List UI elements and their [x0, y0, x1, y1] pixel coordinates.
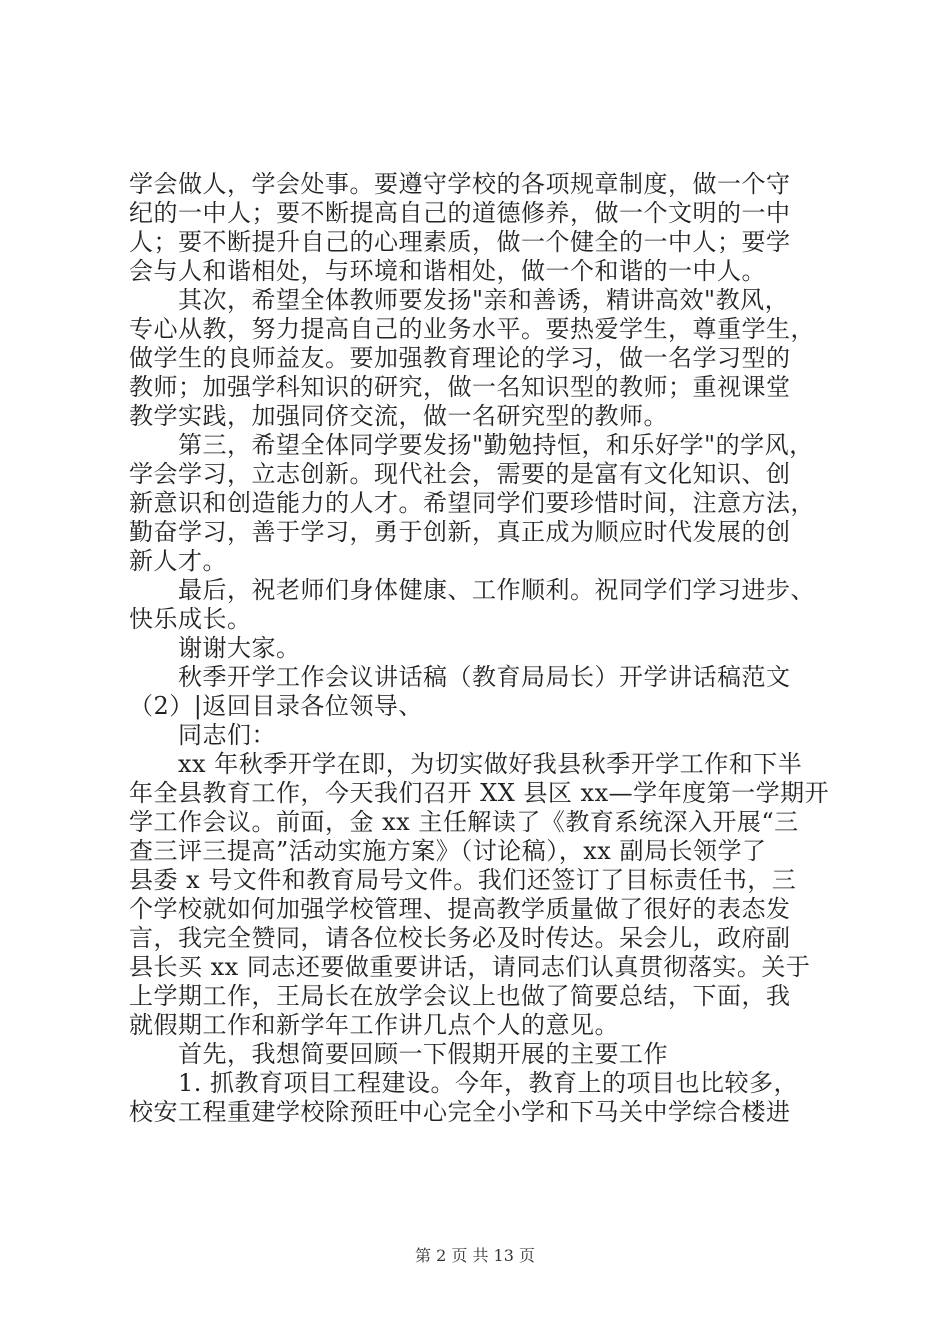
- text-line: 快乐成长。: [129, 605, 252, 633]
- text-line: 学会做人，学会处事。要遵守学校的各项规章制度，做一个守: [129, 170, 791, 198]
- text-line: 首先，我想简要回顾一下假期开展的主要工作: [129, 1040, 668, 1068]
- text-line: 学会学习，立志创新。现代社会，需要的是富有文化知识、创: [129, 460, 791, 488]
- section-heading-line: 秋季开学工作会议讲话稿（教育局局长）开学讲话稿范文: [129, 663, 791, 691]
- text-line: 教学实践，加强同侪交流，做一名研究型的教师。: [129, 402, 668, 430]
- text-line: 新意识和创造能力的人才。希望同学们要珍惜时间，注意方法，: [129, 489, 815, 517]
- document-body: [129, 170, 829, 1127]
- text-line: 同志们：: [129, 721, 276, 749]
- text-line: xx 年秋季开学在即，为切实做好我县秋季开学工作和下半: [129, 750, 803, 778]
- text-line: 勤奋学习，善于学习，勇于创新，真正成为顺应时代发展的创: [129, 518, 791, 546]
- section-heading-line: （2）|返回目录各位领导、: [129, 692, 423, 720]
- text-line: 最后，祝老师们身体健康、工作顺利。祝同学们学习进步、: [129, 576, 815, 604]
- text-line: 个学校就如何加强学校管理、提高教学质量做了很好的表态发: [129, 895, 791, 923]
- text-line: 教师；加强学科知识的研究，做一名知识型的教师；重视课堂: [129, 373, 791, 401]
- text-line: 专心从教，努力提高自己的业务水平。要热爱学生，尊重学生，: [129, 315, 815, 343]
- text-line: 校安工程重建学校除预旺中心完全小学和下马关中学综合楼进: [129, 1098, 791, 1126]
- text-line: 会与人和谐相处，与环境和谐相处，做一个和谐的一中人。: [129, 257, 766, 285]
- text-line: 县委 x 号文件和教育局号文件。我们还签订了目标责任书，三: [129, 866, 797, 894]
- text-line: 纪的一中人；要不断提高自己的道德修养，做一个文明的一中: [129, 199, 791, 227]
- text-line: 学工作会议。前面，金 xx 主任解读了《教育系统深入开展“三: [129, 808, 799, 836]
- text-line: 谢谢大家。: [129, 634, 301, 662]
- page-number-footer: 第 2 页 共 13 页: [415, 1246, 535, 1265]
- text-line: 年全县教育工作，今天我们召开 XX 县区 xx—学年度第一学期开: [129, 779, 829, 807]
- text-line: 就假期工作和新学年工作讲几点个人的意见。: [129, 1011, 619, 1039]
- text-line: 第三，希望全体同学要发扬"勤勉持恒，和乐好学"的学风，: [129, 431, 814, 459]
- text-line: 言，我完全赞同，请各位校长务必及时传达。呆会儿，政府副: [129, 924, 791, 952]
- text-line: 做学生的良师益友。要加强教育理论的学习，做一名学习型的: [129, 344, 791, 372]
- text-line: 上学期工作，王局长在放学会议上也做了简要总结，下面，我: [129, 982, 791, 1010]
- text-line: 县长买 xx 同志还要做重要讲话，请同志们认真贯彻落实。关于: [129, 953, 811, 981]
- text-line: 人；要不断提升自己的心理素质，做一个健全的一中人；要学: [129, 228, 791, 256]
- text-line: 1. 抓教育项目工程建设。今年，教育上的项目也比较多，: [129, 1069, 799, 1097]
- text-line: 其次，希望全体教师要发扬"亲和善诱，精讲高效"教风，: [129, 286, 790, 314]
- text-line: 查三评三提高”活动实施方案》（讨论稿），xx 副局长领学了: [129, 837, 767, 865]
- text-line: 新人才。: [129, 547, 227, 575]
